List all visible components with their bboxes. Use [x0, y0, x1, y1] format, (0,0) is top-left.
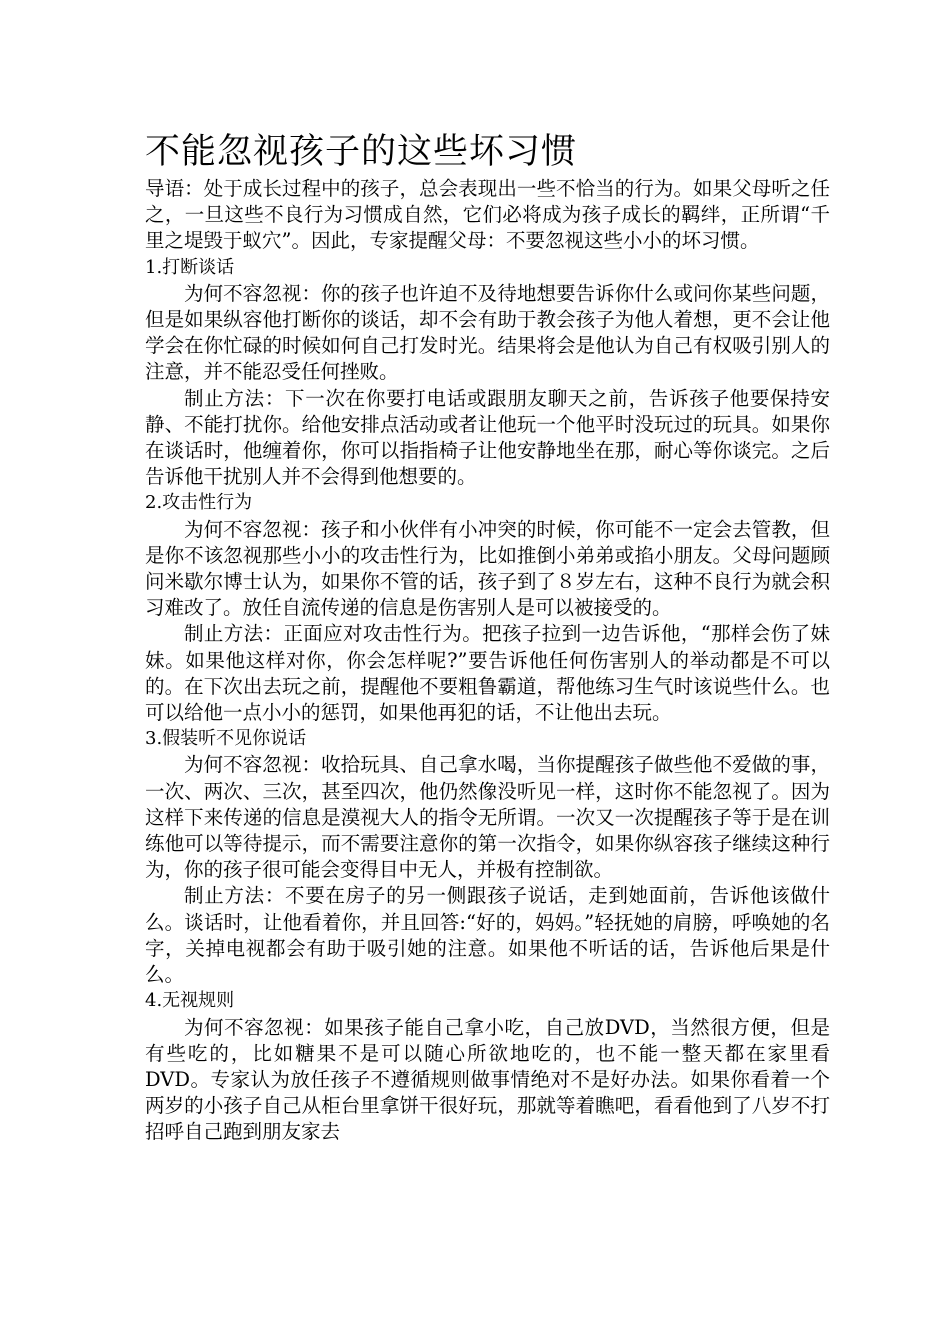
- section-paragraph: 为何不容忽视：孩子和小伙伴有小冲突的时候，你可能不一定会去管教，但是你不该忽视那些小小的攻击性行为，比如推倒小弟弟或掐小朋友。父母问题顾问米歇尔博士认为，如果你不管的话，孩子到了８岁左右，这种不良行为就会积习难改了。放任自流传递的信息是伤害别人是可以被接受的。: [145, 517, 830, 620]
- section-heading: 3.假装听不见你说话: [145, 728, 307, 750]
- section-paragraph: 为何不容忽视：收拾玩具、自己拿水喝，当你提醒孩子做些他不爱做的事，一次、两次、三次，甚至四次，他仍然像没听见一样，这时你不能忽视了。因为这样下来传递的信息是漠视大人的指令无所谓。一次又一次提醒孩子等于是在训练他可以等待提示，而不需要注意你的第一次指令，如果你纵容孩子继续这种行为，你的孩子很可能会变得目中无人，并极有控制欲。: [145, 753, 830, 882]
- document-page: [145, 128, 830, 1146]
- section-heading: 1.打断谈话: [145, 256, 235, 278]
- intro-paragraph: 导语：处于成长过程中的孩子，总会表现出一些不恰当的行为。如果父母听之任之，一旦这些不良行为习惯成自然，它们必将成为孩子成长的羁绊，正所谓“千里之堤毁于蚁穴”。因此，专家提醒父母：不要忽视这些小小的坏习惯。: [145, 177, 830, 253]
- section-heading: 4.无视规则: [145, 990, 235, 1012]
- section-paragraph: 为何不容忽视：你的孩子也许迫不及待地想要告诉你什么或问你某些问题，但是如果纵容他打断你的谈话，却不会有助于教会孩子为他人着想，更不会让他学会在你忙碌的时候如何自己打发时光。结果将会是他认为自己有权吸引别人的注意，并不能忍受任何挫败。: [145, 281, 830, 384]
- section-paragraph: 制止方法：下一次在你要打电话或跟朋友聊天之前，告诉孩子他要保持安静、不能打扰你。给他安排点活动或者让他玩一个他平时没玩过的玩具。如果你在谈话时，他缠着你，你可以指指椅子让他安静地坐在那，耐心等你谈完。之后告诉他干扰别人并不会得到他想要的。: [145, 386, 830, 489]
- section-paragraph: 为何不容忽视：如果孩子能自己拿小吃，自己放DVD，当然很方便，但是有些吃的，比如糖果不是可以随心所欲地吃的，也不能一整天都在家里看DVD。专家认为放任孩子不遵循规则做事情绝对不是好办法。如果你看着一个两岁的小孩子自己从柜台里拿饼干很好玩，那就等着瞧吧，看看他到了八岁不打招呼自己跑到朋友家去: [145, 1015, 830, 1144]
- section-heading: 2.攻击性行为: [145, 492, 253, 514]
- section-paragraph: 制止方法：正面应对攻击性行为。把孩子拉到一边告诉他，“那样会伤了妹妹。如果他这样对你，你会怎样呢?”要告诉他任何伤害别人的举动都是不可以的。在下次出去玩之前，提醒他不要粗鲁霸道，帮他练习生气时该说些什么。也可以给他一点小小的惩罚，如果他再犯的话，不让他出去玩。: [145, 622, 830, 725]
- section-paragraph: 制止方法：不要在房子的另一侧跟孩子说话，走到她面前，告诉他该做什么。谈话时，让他看着你，并且回答:“好的，妈妈。”轻抚她的肩膀，呼唤她的名字，关掉电视都会有助于吸引她的注意。如果他不听话的话，告诉他后果是什么。: [145, 884, 830, 987]
- document-body: [145, 176, 830, 1146]
- document-title: 不能忽视孩子的这些坏习惯: [145, 132, 578, 172]
